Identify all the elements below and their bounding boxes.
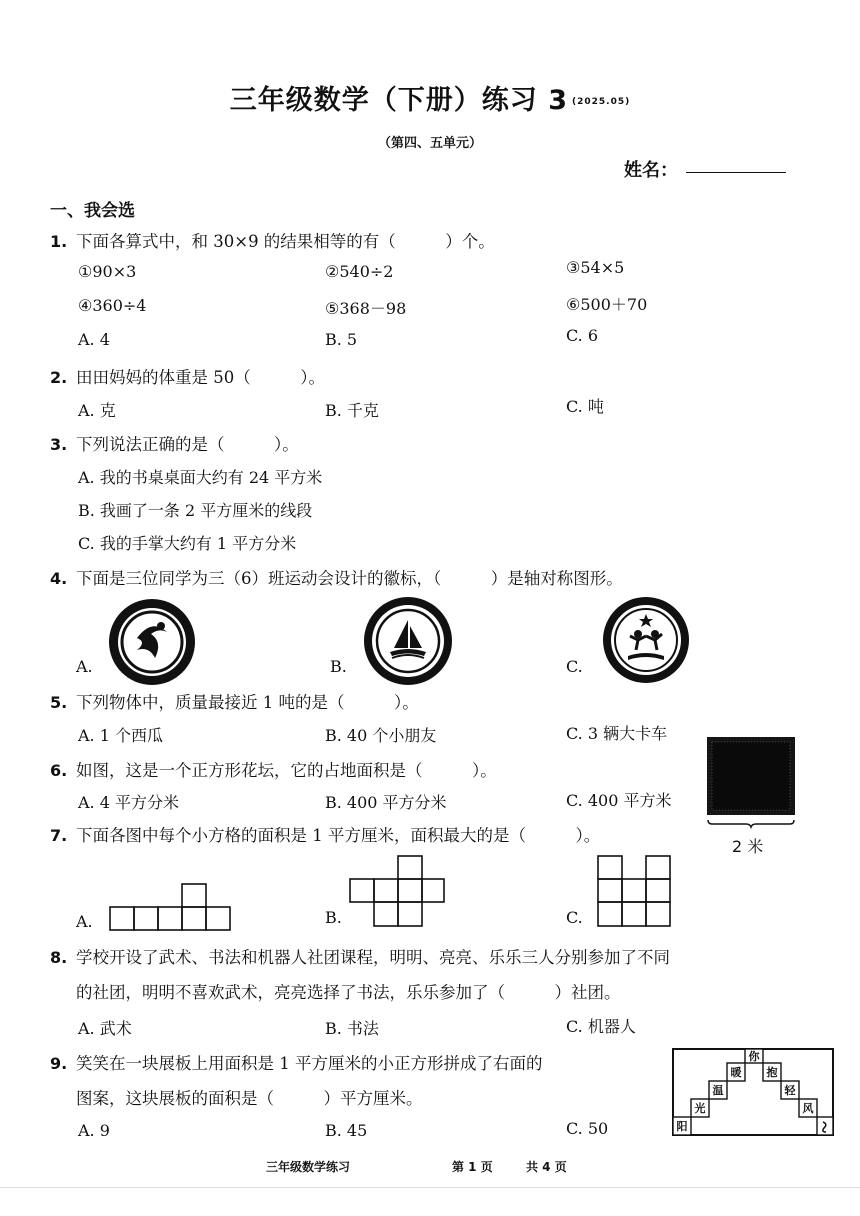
question-6: 6. 如图，这是一个正方形花坛，它的占地面积是（ ）。 — [50, 761, 497, 780]
expression-item: ⑤368－98 — [325, 299, 407, 318]
option-c[interactable]: C. 3 辆大卡车 — [566, 724, 668, 743]
question-9: 9. 笑笑在一块展板上用面积是 1 平方厘米的小正方形拼成了右面的 — [50, 1054, 543, 1073]
board-char: 暖 — [730, 1066, 742, 1079]
grid-figure-b — [350, 856, 446, 928]
option-c[interactable]: C. 6 — [566, 326, 599, 345]
option-b[interactable]: B. — [330, 657, 347, 676]
emblem-b-icon — [362, 596, 454, 686]
figure-dimension-label: 2 米 — [732, 837, 764, 856]
board-char: 你 — [748, 1050, 760, 1063]
section-title: 一、我会选 — [50, 201, 135, 221]
option-a[interactable]: A. — [76, 657, 93, 676]
question-5: 5. 下列物体中，质量最接近 1 吨的是（ ）。 — [50, 693, 419, 712]
board-char: 轻 — [784, 1084, 796, 1097]
option-c[interactable]: C. 机器人 — [566, 1017, 636, 1036]
option-b[interactable]: B. 千克 — [325, 401, 379, 420]
question-2: 2. 田田妈妈的体重是 50（ ）。 — [50, 368, 325, 387]
question-1-text: 下面各算式中，和 30×9 的结果相等的有（ ）个。 — [76, 232, 495, 251]
question-8-text-continued: 的社团，明明不喜欢武术，亮亮选择了书法，乐乐参加了（ ）社团。 — [76, 983, 621, 1002]
page-title: 三年级数学（下册）练习 3 (2025.05) — [229, 85, 631, 116]
question-8-text: 学校开设了武术、书法和机器人社团课程，明明、亮亮、乐乐三人分别参加了不同 — [76, 948, 670, 967]
option-b[interactable]: B. 5 — [325, 330, 358, 349]
question-4: 4. 下面是三位同学为三（6）班运动会设计的徽标，（ ）是轴对称图形。 — [50, 569, 623, 588]
question-1: 1. 下面各算式中，和 30×9 的结果相等的有（ ）个。 — [50, 232, 495, 251]
option-b[interactable]: B. 45 — [325, 1121, 368, 1140]
question-2-text: 田田妈妈的体重是 50（ ）。 — [76, 368, 325, 387]
option-b[interactable]: B. 40 个小朋友 — [325, 726, 437, 745]
grid-figure-a — [110, 884, 234, 930]
option-b[interactable]: B. 书法 — [325, 1019, 379, 1038]
option-a[interactable]: A. 武术 — [78, 1019, 132, 1038]
expression-item: ①90×3 — [78, 262, 137, 281]
expression-item: ③54×5 — [566, 258, 625, 277]
emblem-a-icon — [107, 598, 197, 686]
question-7-text: 下面各图中每个小方格的面积是 1 平方厘米，面积最大的是（ ）。 — [76, 826, 601, 845]
option-c[interactable]: C. 400 平方米 — [566, 791, 672, 810]
question-4-text: 下面是三位同学为三（6）班运动会设计的徽标，（ ）是轴对称图形。 — [76, 569, 623, 588]
emblem-c-icon — [602, 596, 690, 684]
option-b[interactable]: B. 400 平方分米 — [325, 793, 447, 812]
option-c[interactable]: C. 我的手掌大约有 1 平方分米 — [78, 534, 297, 553]
flowerbed-figure — [706, 736, 798, 828]
option-a[interactable]: A. — [76, 912, 93, 931]
page-subtitle: （第四、五单元） — [377, 136, 482, 151]
option-c[interactable]: C. — [566, 908, 583, 927]
option-c[interactable]: C. — [566, 657, 583, 676]
option-c[interactable]: C. 吨 — [566, 397, 604, 416]
board-char: 阳 — [676, 1120, 688, 1133]
option-a[interactable]: A. 克 — [78, 401, 116, 420]
footer-page-number: 第 1 页 — [452, 1160, 493, 1174]
question-3: 3. 下列说法正确的是（ ）。 — [50, 435, 299, 454]
option-b[interactable]: B. 我画了一条 2 平方厘米的线段 — [78, 501, 313, 520]
option-a[interactable]: A. 1 个西瓜 — [78, 726, 163, 745]
option-a[interactable]: A. 4 — [78, 330, 110, 349]
question-9-text-continued: 图案，这块展板的面积是（ ）平方厘米。 — [76, 1089, 423, 1108]
option-a[interactable]: A. 9 — [78, 1121, 110, 1140]
question-6-text: 如图，这是一个正方形花坛，它的占地面积是（ ）。 — [76, 761, 497, 780]
grid-figure-c — [598, 856, 672, 928]
page-bottom-edge — [0, 1187, 860, 1188]
board-char: 温 — [712, 1084, 724, 1097]
option-a[interactable]: A. 我的书桌桌面大约有 24 平方米 — [78, 468, 323, 487]
option-b[interactable]: B. — [325, 908, 342, 927]
expression-item: ②540÷2 — [325, 262, 394, 281]
board-char: 抱 — [766, 1066, 778, 1079]
board-figure — [672, 1048, 836, 1138]
question-5-text: 下列物体中，质量最接近 1 吨的是（ ）。 — [76, 693, 419, 712]
board-char: 风 — [802, 1102, 814, 1115]
option-a[interactable]: A. 4 平方分米 — [78, 793, 179, 812]
name-blank[interactable] — [686, 172, 786, 173]
question-7: 7. 下面各图中每个小方格的面积是 1 平方厘米，面积最大的是（ ）。 — [50, 826, 601, 845]
question-3-text: 下列说法正确的是（ ）。 — [76, 435, 299, 454]
question-9-text: 笑笑在一块展板上用面积是 1 平方厘米的小正方形拼成了右面的 — [76, 1054, 543, 1073]
option-c[interactable]: C. 50 — [566, 1119, 609, 1138]
name-label: 姓名： — [624, 160, 678, 181]
expression-item: ⑥500＋70 — [566, 295, 648, 314]
footer-title: 三年级数学练习 — [266, 1160, 351, 1174]
expression-item: ④360÷4 — [78, 296, 147, 315]
question-8: 8. 学校开设了武术、书法和机器人社团课程，明明、亮亮、乐乐三人分别参加了不同 — [50, 948, 670, 967]
date-label: (2025.05) — [571, 96, 631, 107]
board-char: 光 — [694, 1102, 706, 1115]
footer-total-pages: 共 4 页 — [526, 1160, 567, 1174]
